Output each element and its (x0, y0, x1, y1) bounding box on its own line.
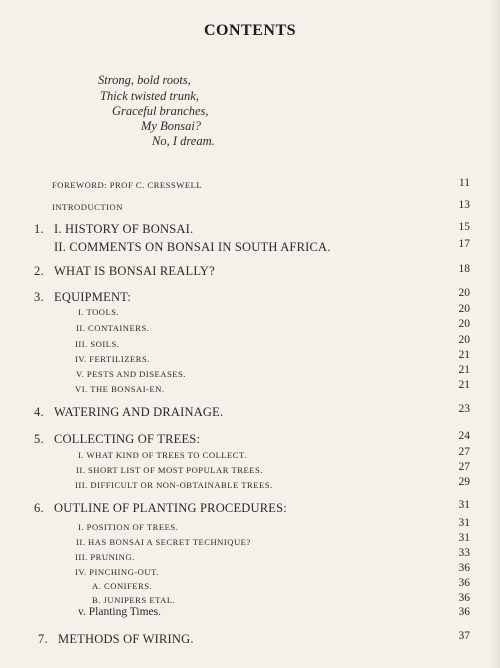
page-number: 21 (458, 349, 470, 361)
toc-entry-pinching-out[interactable]: IV. PINCHING-OUT. (75, 567, 159, 577)
toc-entry-difficult-trees[interactable]: III. DIFFICULT OR NON-OBTAINABLE TREES. (75, 480, 273, 490)
page-number: 20 (458, 334, 470, 346)
toc-entry-wiring[interactable]: 7. METHODS OF WIRING. (38, 632, 194, 646)
page-number: 27 (458, 461, 470, 473)
toc-entry-planting-times[interactable]: v. Planting Times. (78, 606, 161, 618)
toc-entry-junipers[interactable]: B. JUNIPERS ETAL. (92, 595, 176, 605)
toc-entry-planting-procedures[interactable]: 6. OUTLINE OF PLANTING PROCEDURES: (34, 501, 287, 515)
toc-entry-pruning[interactable]: III. PRUNING. (75, 552, 135, 562)
page-number: 36 (458, 606, 470, 618)
toc-entry-what-is-bonsai[interactable]: 2. WHAT IS BONSAI REALLY? (34, 264, 215, 278)
toc-entry-introduction[interactable]: INTRODUCTION (52, 202, 123, 212)
poem-line: Graceful branches, (112, 104, 209, 118)
page-number: 18 (458, 263, 470, 275)
page-number: 15 (458, 221, 470, 233)
page-number: 20 (458, 318, 470, 330)
page-number: 13 (458, 199, 470, 211)
page-number: 20 (458, 287, 470, 299)
toc-entry-equipment[interactable]: 3. EQUIPMENT: (34, 290, 132, 304)
page-number: 17 (458, 238, 470, 250)
toc-entry-popular-trees[interactable]: II. SHORT LIST OF MOST POPULAR TREES. (76, 465, 263, 475)
toc-entry-bonsai-en[interactable]: VI. THE BONSAI-EN. (75, 384, 165, 394)
toc-entry-tools[interactable]: I. TOOLS. (78, 307, 120, 317)
page-number: 27 (458, 446, 470, 458)
page-number: 31 (458, 499, 470, 511)
page-number: 24 (458, 430, 470, 442)
page-number: 31 (458, 532, 470, 544)
page-number: 36 (458, 592, 470, 604)
toc-entry-south-africa[interactable]: II. COMMENTS ON BONSAI IN SOUTH AFRICA. (54, 240, 331, 254)
poem-line: No, I dream. (152, 134, 215, 148)
toc-entry-conifers[interactable]: A. CONIFERS. (92, 581, 153, 591)
toc-entry-fertilizers[interactable]: IV. FERTILIZERS. (75, 354, 150, 364)
toc-entry-collecting[interactable]: 5. COLLECTING OF TREES: (34, 432, 201, 446)
page-number: 36 (458, 577, 470, 589)
poem-line: Thick twisted trunk, (100, 89, 199, 103)
toc-entry-containers[interactable]: II. CONTAINERS. (76, 323, 150, 333)
toc-entry-what-kind[interactable]: I. WHAT KIND OF TREES TO COLLECT. (78, 450, 247, 460)
toc-entry-watering[interactable]: 4. WATERING AND DRAINAGE. (34, 405, 224, 419)
page-number: 21 (458, 379, 470, 391)
page-number: 31 (458, 517, 470, 529)
page-number: 11 (458, 177, 470, 189)
page-number: 33 (458, 547, 470, 559)
poem-line: My Bonsai? (141, 119, 202, 133)
page-number: 29 (458, 476, 470, 488)
toc-entry-position[interactable]: I. POSITION OF TREES. (78, 522, 179, 532)
page-number: 37 (458, 630, 470, 642)
poem-line: Strong, bold roots, (98, 73, 191, 87)
toc-entry-history[interactable]: 1. I. HISTORY OF BONSAI. (34, 222, 194, 236)
toc-entry-foreword[interactable]: FOREWORD: PROF C. CRESSWELL (52, 180, 203, 190)
page-number: 23 (458, 403, 470, 415)
page-edge-shadow (490, 0, 500, 668)
toc-entry-secret-technique[interactable]: II. HAS BONSAI A SECRET TECHNIQUE? (76, 537, 251, 547)
toc-entry-soils[interactable]: III. SOILS. (75, 339, 120, 349)
page-title: CONTENTS (203, 22, 297, 39)
page-number: 21 (458, 364, 470, 376)
toc-entry-pests[interactable]: V. PESTS AND DISEASES. (76, 369, 186, 379)
page-number: 20 (458, 303, 470, 315)
page-number: 36 (458, 562, 470, 574)
